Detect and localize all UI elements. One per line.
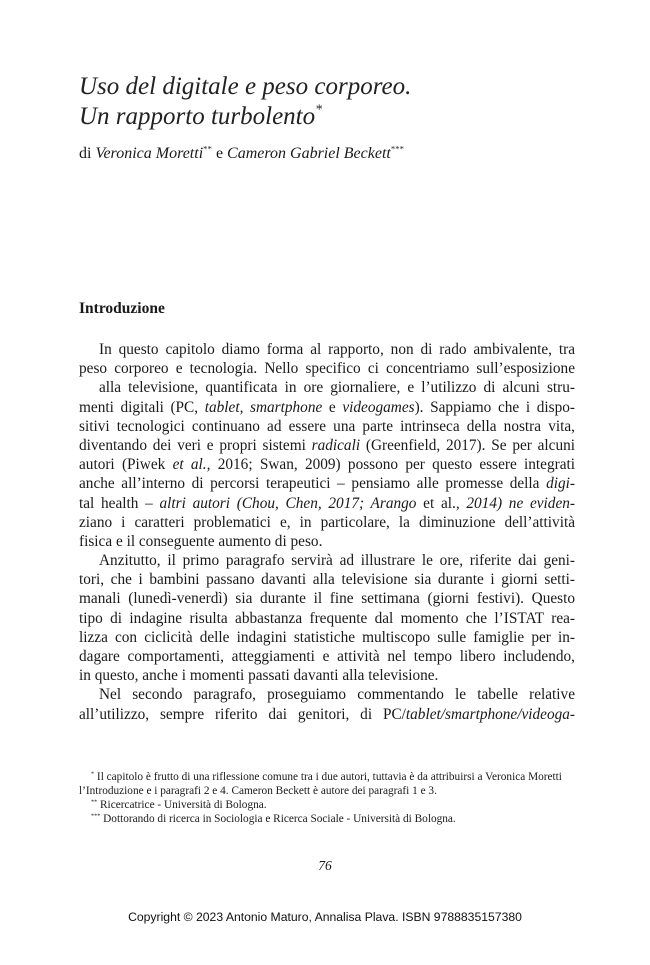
body-line (79, 513, 575, 532)
copyright-notice: Copyright © 2023 Antonio Maturo, Annalisa Plava. ISBN 9788835157380 (128, 910, 522, 924)
footnote-text: Il capitolo è frutto di una riflessione comune tra i due autori, tuttavia è da attribuirsi a Veronica Moretti l’Introduzione e i paragrafi 2 e 4. Cameron Beckett è autore dei paragrafi 1 e 3. (79, 771, 562, 797)
author-byline (79, 145, 404, 163)
body-text-run: (Greenfield, 2017). Se per alcuni (360, 436, 575, 454)
body-italic-text: tablet/smartphone/videoga- (405, 705, 575, 723)
byline-di: di (79, 145, 92, 162)
body-line (79, 551, 575, 570)
body-text-run: Nel secondo paragrafo, proseguiamo commentando le tabelle relative (99, 686, 575, 704)
chapter-title-line-2-text: Un rapporto turbolento (79, 103, 316, 130)
body-text-run: 2016; Swan, 2009) possono per questo essere integrati (210, 456, 575, 474)
body-line (79, 628, 575, 647)
body-italic-text: tablet, smartphone (204, 398, 323, 416)
body-italic-text: et al., (172, 456, 211, 474)
body-line (79, 609, 575, 628)
body-text-run: e (322, 398, 343, 416)
body-text-run: Anzitutto, il primo paragrafo servirà ad illustrare le ore, riferite dai geni- (99, 552, 575, 570)
body-text-run: all’utilizzo, sempre riferito dai genitori, di PC/ (79, 705, 406, 723)
body-text-run: peso corporeo e tecnologia. Nello specifico ci concentriamo sull’esposizione (79, 360, 575, 378)
body-line (79, 340, 575, 359)
chapter-title-line-1: Uso del digitale e peso corporeo. (79, 73, 412, 100)
body-text-run: lizza con ciclicità delle indagini statistiche multiscopo sulle famiglie per in- (79, 628, 575, 646)
body-line (79, 455, 575, 474)
body-italic-text: , 2014) ne eviden- (455, 494, 575, 512)
chapter-title (79, 72, 411, 132)
footnote (79, 770, 584, 798)
body-line (79, 398, 575, 417)
body-italic-text: digi- (546, 475, 575, 493)
footnote (79, 812, 584, 826)
author-2-footnote-mark: *** (390, 143, 405, 154)
body-line (79, 666, 575, 685)
body-text-run: ). Sappiamo che i dispo- (414, 398, 575, 416)
body-text-run: in questo, anche i momenti passati davanti alla televisione. (79, 667, 439, 685)
body-line (79, 359, 575, 378)
body-text-run: et al. (423, 494, 456, 512)
body-text-run: tipo di indagine risulta abbastanza frequente dal momento che l’ISTAT rea- (79, 609, 575, 627)
footnote-mark: * (91, 770, 95, 778)
body-italic-text: videogames (342, 398, 415, 416)
title-footnote-mark: * (315, 101, 322, 117)
section-heading: Introduzione (79, 300, 165, 317)
body-line (79, 647, 575, 666)
footnote-text: Ricercatrice - Università di Bologna. (97, 799, 267, 811)
footnote-mark: ** (91, 798, 98, 806)
body-text-run: diventando dei veri e propri sistemi (79, 436, 312, 454)
body-line (79, 705, 575, 724)
body-italic-text: radicali (311, 436, 361, 454)
body-text-run: manali (lunedì-venerdì) sia durante il fine settimana (giorni festivi). Questo (79, 590, 575, 608)
footnote-mark: *** (91, 812, 101, 820)
body-line (79, 378, 575, 397)
body-line (79, 417, 575, 436)
body-line (79, 570, 575, 589)
body-text-run: menti digitali (PC, (79, 398, 205, 416)
body-text (79, 340, 575, 724)
author-1: Veronica Moretti (95, 145, 204, 162)
body-line (79, 685, 575, 704)
page-number: 76 (318, 858, 332, 873)
footnote (79, 798, 584, 812)
body-line (79, 494, 575, 513)
author-2: Cameron Gabriel Beckett (227, 145, 391, 162)
body-text-run: anche all’interno di percorsi terapeutici – pensiamo alle promesse della (79, 475, 547, 493)
body-text-run: tori, che i bambini passano davanti alla televisione sia durante i giorni setti- (79, 571, 575, 589)
body-line (79, 436, 575, 455)
body-line (79, 532, 575, 551)
body-text-run: dagare comportamenti, atteggiamenti e attività nel tempo libero includendo, (79, 648, 575, 665)
body-text-run: sitivi tecnologici continuano ad essere una parte intrinseca della nostra vita, (79, 417, 575, 435)
body-text-run: fisica e il conseguente aumento di peso. (79, 532, 323, 550)
body-text-run: alla televisione, quantificata in ore giornaliere, e l’utilizzo di alcuni stru- (99, 379, 575, 397)
chapter-title-line-2 (79, 102, 411, 132)
body-italic-text: – altri autori (Chou, Chen, 2017; Arango (138, 494, 424, 512)
footnote-text: Dottorando di ricerca in Sociologia e Ricerca Sociale - Università di Bologna. (100, 813, 456, 825)
body-text-run: autori (Piwek (79, 456, 173, 474)
body-line (79, 474, 575, 493)
author-1-footnote-mark: ** (203, 143, 212, 154)
body-text-run: ziano i caratteri problematici e, in particolare, la diminuzione dell’attività (79, 513, 575, 531)
footnotes (79, 770, 584, 826)
body-line (79, 589, 575, 608)
body-text-run: In questo capitolo diamo forma al rapporto, non di rado ambivalente, tra (99, 341, 575, 358)
body-text-run: tal health (79, 494, 139, 512)
byline-and: e (215, 145, 224, 162)
